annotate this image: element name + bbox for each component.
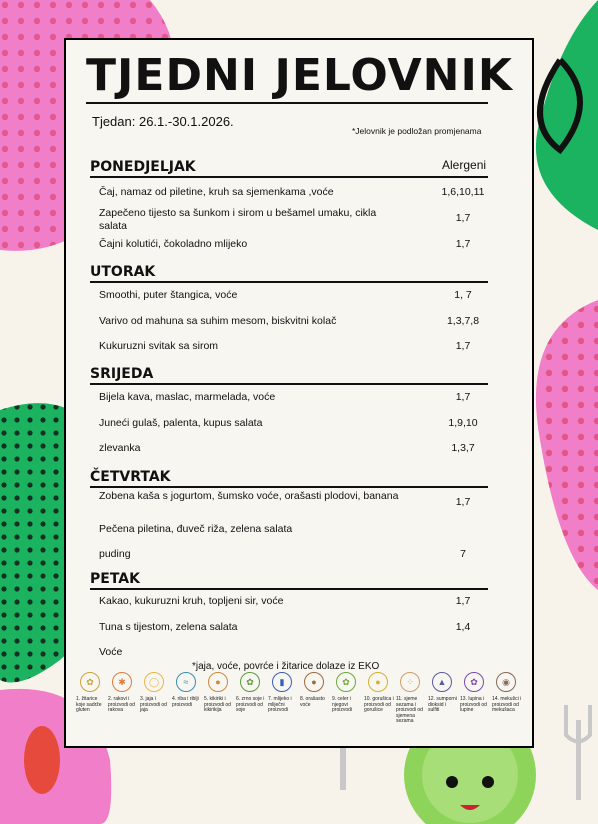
meal-item: Pečena piletina, đuveč riža, zelena salata (99, 523, 293, 535)
meal-item: Juneći gulaš, palenta, kupus salata (99, 417, 263, 429)
day-divider (90, 486, 488, 488)
day-thursday: ČETVRTAK (90, 469, 171, 485)
allergen-legend-item (172, 672, 202, 708)
day-wednesday: SRIJEDA (90, 366, 154, 382)
meal-item: Smoothi, puter štangica, voće (99, 289, 238, 301)
sesame-icon: ⁘ (400, 672, 420, 692)
allergen-legend-label: 12. sumporni dioksid i sulfiti (428, 696, 457, 713)
meal-item: Zapečeno tijesto sa šunkom i sirom u bešamel umaku, cikla salata (99, 207, 377, 232)
menu-card (64, 38, 534, 748)
allergen-legend-label: 13. lupina i proizvodi od lupine (460, 696, 487, 713)
allergens-header: Alergeni (442, 158, 487, 172)
allergen-legend-item (76, 672, 106, 714)
allergen-codes: 1, 7 (454, 289, 472, 301)
egg-icon: ◯ (144, 672, 164, 692)
allergen-legend-item (204, 672, 234, 714)
allergen-legend-item (268, 672, 298, 714)
allergen-legend-label: 2. rakovi i proizvodi od rakova (108, 696, 135, 713)
allergen-legend-label: 11. sjeme sezama i proizvodi od sjemena sezama (396, 696, 423, 724)
nut-icon: ● (304, 672, 324, 692)
meal-item: Kukuruzni svitak sa sirom (99, 340, 219, 352)
day-divider (90, 176, 488, 178)
allergen-codes: 1,7 (455, 238, 471, 250)
celery-icon: ✿ (336, 672, 356, 692)
meal-item: Bijela kava, maslac, marmelada, voće (99, 391, 276, 403)
day-divider (90, 281, 488, 283)
meal-item: Čaj, namaz od piletine, kruh sa sjemenkama ,voće (99, 186, 334, 198)
allergen-codes: 1,7 (455, 340, 471, 352)
allergen-codes: 1,7 (455, 496, 471, 508)
allergen-codes: 7 (460, 548, 466, 560)
week-range: Tjedan: 26.1.-30.1.2026. (92, 114, 234, 129)
meal-item: Tuna s tijestom, zelena salata (99, 621, 238, 633)
meal-item: Čajni kolutići, čokoladno mlijeko (99, 238, 248, 250)
allergen-codes: 1,3,7 (451, 442, 475, 454)
allergen-legend-item (108, 672, 138, 714)
lupin-icon: ✿ (464, 672, 484, 692)
allergen-legend-item (492, 672, 522, 714)
meal-item: Zobena kaša s jogurtom, šumsko voće, orašasti plodovi, banana (99, 490, 399, 502)
allergen-codes: 1,9,10 (448, 417, 478, 429)
allergen-legend-item (396, 672, 426, 725)
allergen-legend-item (300, 672, 330, 708)
allergen-codes: 1,7 (455, 212, 471, 224)
allergen-legend-label: 14. mekušci i proizvodi od mekušaca (492, 696, 522, 713)
eko-note: *jaja, voće, povrće i žitarice dolaze iz EKO (192, 661, 380, 672)
change-note: *Jelovnik je podložan promjenama (352, 126, 482, 136)
allergen-legend-label: 3. jaja i proizvodi od jaja (140, 696, 167, 713)
allergen-legend-item (364, 672, 394, 714)
allergen-legend-label: 8. orašasto voće (300, 696, 325, 708)
meal-item: puding (99, 548, 131, 560)
allergen-legend-label: 4. riba i riblji proizvodi (172, 696, 199, 708)
wheat-icon: ✿ (80, 672, 100, 692)
allergen-legend-label: 5. kikiriki i proizvodi od kikirikija (204, 696, 231, 713)
meal-item: zlevanka (99, 442, 141, 454)
day-divider (90, 588, 488, 590)
allergen-legend-item (236, 672, 266, 714)
soy-icon: ✿ (240, 672, 260, 692)
allergen-legend-label: 10. gorušica i proizvodi od gorušice (364, 696, 394, 713)
allergen-legend-item (428, 672, 458, 714)
day-friday: PETAK (90, 571, 140, 587)
peanut-icon: ● (208, 672, 228, 692)
allergen-legend-item (332, 672, 362, 714)
fish-icon: ≈ (176, 672, 196, 692)
title-divider (86, 102, 488, 104)
allergen-codes: 1,7 (455, 391, 471, 403)
milk-icon: ▮ (272, 672, 292, 692)
allergen-codes: 1,6,10,11 (441, 186, 485, 198)
crab-icon: ✱ (112, 672, 132, 692)
day-divider (90, 383, 488, 385)
sulfite-icon: ▲ (432, 672, 452, 692)
meal-item: Voće (99, 646, 123, 658)
allergen-legend-label: 7. mlijeko i mliječni proizvodi (268, 696, 292, 713)
allergen-codes: 1,7 (455, 595, 471, 607)
allergen-legend-label: 9. celer i njegovi proizvodi (332, 696, 353, 713)
page-title: TJEDNI JELOVNIK (86, 50, 513, 101)
allergen-legend-item (140, 672, 170, 714)
mustard-icon: ● (368, 672, 388, 692)
meal-item: Kakao, kukuruzni kruh, topljeni sir, voće (99, 595, 284, 607)
mollusc-icon: ◉ (496, 672, 516, 692)
allergen-legend-label: 1. žitarice koje sadrže gluten (76, 696, 102, 713)
allergen-codes: 1,3,7,8 (446, 315, 480, 327)
meal-item: Varivo od mahuna sa suhim mesom, biskvitni kolač (99, 315, 337, 327)
allergen-codes: 1,4 (455, 621, 471, 633)
day-tuesday: UTORAK (90, 264, 156, 280)
day-monday: PONEDJELJAK (90, 159, 196, 175)
allergen-legend-item (460, 672, 490, 714)
allergen-legend-label: 6. zrno soje i proizvodi od soje (236, 696, 265, 713)
